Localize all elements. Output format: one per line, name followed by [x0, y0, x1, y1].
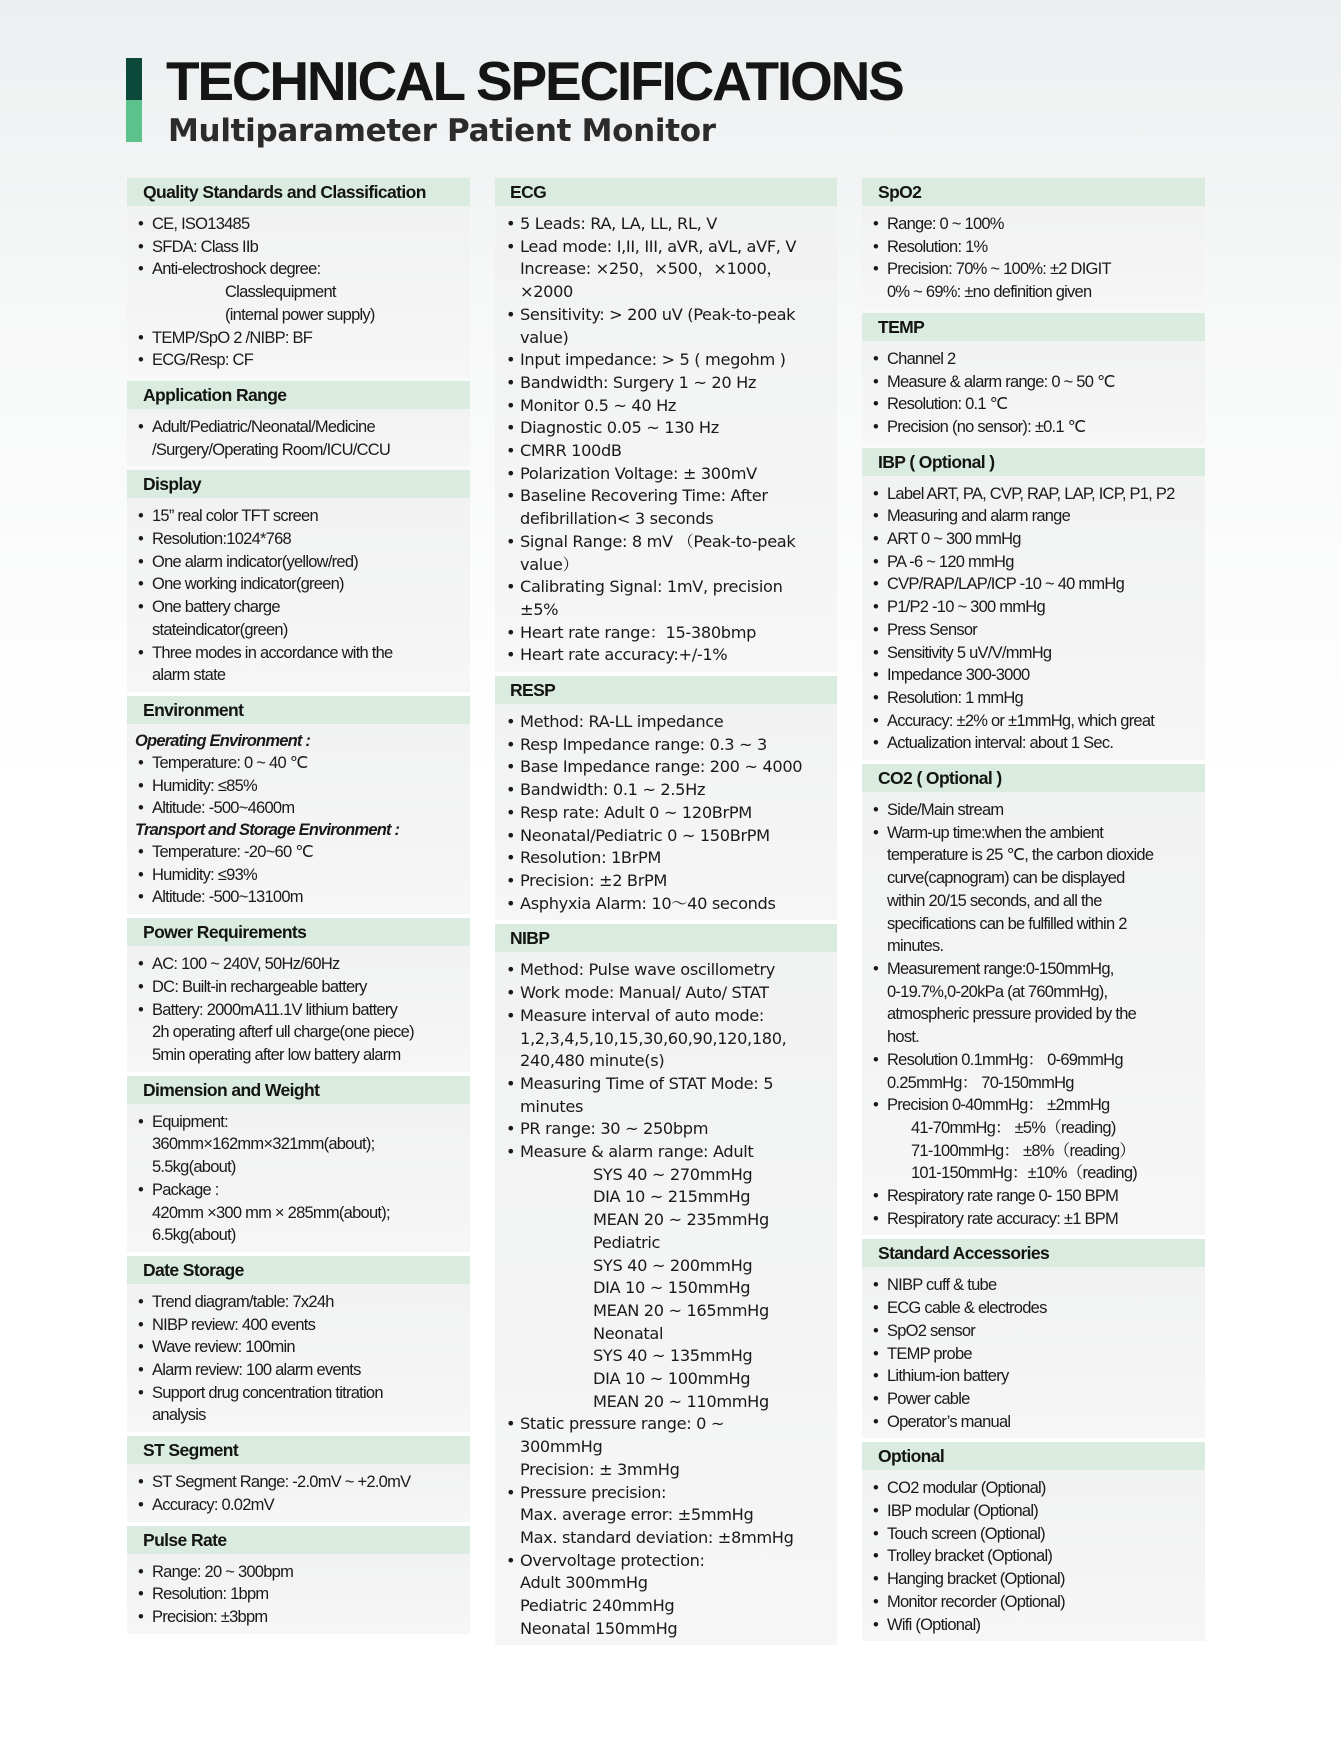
list-item-line: ×2000: [520, 282, 574, 302]
list-item-line: value): [520, 327, 569, 347]
list-item-line: • Package :: [152, 1180, 219, 1199]
list-item: • Alarm review: 100 alarm events: [137, 1359, 466, 1382]
list-item-line: • Anti-electroshock degree:: [152, 260, 321, 279]
list-item-line: Pediatric 240mmHg: [520, 1596, 675, 1616]
list-item-line: • Support drug concentration titration: [152, 1383, 383, 1402]
list-item-line: /Surgery/Operating Room/ICU/CCU: [152, 440, 391, 459]
list-item: • Side/Main stream: [872, 799, 1201, 822]
list-item: • Precision (no sensor): ±0.1 ℃: [872, 416, 1201, 439]
list-item-line: • Battery: 2000mA11.1V lithium battery: [152, 1000, 398, 1019]
list-item-line: DIA 10 ~ 100mmHg: [593, 1369, 751, 1389]
section-spo2: [862, 206, 1205, 309]
list-item: • CMRR 100dB: [505, 440, 833, 463]
list-item: • Resolution: 1BrPM: [505, 847, 833, 870]
list-item: • One working indicator(green): [137, 573, 466, 596]
list-item: • Heart rate range：15-380bmp: [505, 622, 833, 645]
list-item: • ART 0 ~ 300 mmHg: [872, 528, 1201, 551]
accent-dark: [126, 58, 142, 100]
section-title-ecg: ECG: [495, 178, 837, 206]
list-item: • Diagnostic 0.05 ~ 130 Hz: [505, 417, 833, 440]
list-item: • SFDA: Class IIb: [137, 236, 466, 259]
list-item: [505, 304, 833, 349]
transport-env-heading: Transport and Storage Environment :: [135, 821, 400, 840]
list-item: • Power cable: [872, 1388, 1201, 1411]
list-item: • Label ART, PA, CVP, RAP, LAP, ICP, P1, P2: [872, 483, 1201, 506]
list-item-line: minutes.: [887, 937, 944, 956]
list-item: [505, 1413, 833, 1481]
list-item: • Humidity: ≤93%: [137, 864, 466, 887]
column-left: [127, 178, 470, 1638]
list-item-line: • Measurement range:0-150mmHg,: [887, 959, 1114, 978]
list-item-line: 71-100mmHg： ±8%（reading）: [911, 1141, 1135, 1160]
list-item-line: • Overvoltage protection:: [520, 1550, 705, 1570]
list-item: [872, 822, 1201, 958]
list-item: • PR range: 30 ~ 250bpm: [505, 1118, 833, 1141]
list-item: • Monitor 0.5 ~ 40 Hz: [505, 395, 833, 418]
list-item: [505, 1482, 833, 1550]
list-item-line: • Sensitivity: > 200 uV (Peak-to-peak: [520, 304, 796, 324]
list-item-line: Adult 300mmHg: [520, 1573, 648, 1593]
list-item: • ECG cable & electrodes: [872, 1297, 1201, 1320]
list-item: • Asphyxia Alarm: 10～40 seconds: [505, 893, 833, 916]
list-item-line: stateindicator(green): [152, 620, 288, 639]
list-item-line: SYS 40 ~ 135mmHg: [593, 1346, 753, 1366]
section-title-dimension: Dimension and Weight: [127, 1076, 470, 1104]
list-item: [505, 485, 833, 530]
list-item-line: • Measuring Time of STAT Mode: 5: [520, 1073, 774, 1093]
list-item-line: • Static pressure range: 0 ~: [520, 1414, 725, 1434]
list-item: • Bandwidth: Surgery 1 ~ 20 Hz: [505, 372, 833, 395]
list-item-line: • Signal Range: 8 mV （Peak-to-peak: [520, 531, 796, 551]
list-item-line: DIA 10 ~ 215mmHg: [593, 1187, 751, 1207]
page-subtitle: Multiparameter Patient Monitor: [168, 113, 716, 149]
list-item: • CO2 modular (Optional): [872, 1477, 1201, 1500]
list-item: [505, 1073, 833, 1118]
list-item: • CVP/RAP/LAP/ICP -10 ~ 40 mmHg: [872, 573, 1201, 596]
list-item: • Wave review: 100min: [137, 1336, 466, 1359]
list-item: [872, 1049, 1201, 1094]
section-title-ibp: IBP ( Optional ): [862, 448, 1205, 476]
list-item-line: • Baseline Recovering Time: After: [520, 486, 768, 506]
list-item: • Wifi (Optional): [872, 1614, 1201, 1637]
list-item-line: 1,2,3,4,5,10,15,30,60,90,120,180,: [520, 1028, 787, 1048]
section-title-accessories: Standard Accessories: [862, 1239, 1205, 1267]
list-item: • One alarm indicator(yellow/red): [137, 551, 466, 574]
list-item: • Accuracy: 0.02mV: [137, 1494, 466, 1517]
section-title-co2: CO2 ( Optional ): [862, 764, 1205, 792]
list-item: • PA -6 ~ 120 mmHg: [872, 551, 1201, 574]
list-item: [872, 958, 1201, 1049]
section-storage: [127, 1284, 470, 1432]
list-item: • 5 Leads: RA, LA, LL, RL, V: [505, 213, 833, 236]
list-item-line: DIA 10 ~ 150mmHg: [593, 1278, 751, 1298]
operating-env-heading: Operating Environment :: [135, 731, 311, 750]
list-item: • Resolution: 1bpm: [137, 1583, 466, 1606]
list-item-line: Precision: ± 3mmHg: [520, 1459, 680, 1479]
section-power: [127, 946, 470, 1072]
list-item: • Precision: ±3bpm: [137, 1606, 466, 1629]
list-item-line: Increase: ×250，×500，×1000，: [520, 259, 783, 279]
section-temp: [862, 341, 1205, 444]
list-item-line: MEAN 20 ~ 110mmHg: [593, 1391, 769, 1411]
list-item-line: Max. average error: ±5mmHg: [520, 1505, 754, 1525]
section-accessories: [862, 1267, 1205, 1438]
list-item: • Lithium-ion battery: [872, 1365, 1201, 1388]
list-item: [137, 1382, 466, 1427]
list-item: [137, 258, 466, 326]
list-item: • Precision: ±2 BrPM: [505, 870, 833, 893]
list-item: • Humidity: ≤85%: [137, 775, 466, 798]
list-item-line: 0.25mmHg： 70-150mmHg: [887, 1073, 1074, 1092]
list-item-line: (internal power supply): [225, 305, 375, 324]
section-resp: [495, 704, 837, 920]
section-title-st: ST Segment: [127, 1436, 470, 1464]
list-item: • Heart rate accuracy:+/-1%: [505, 644, 833, 667]
list-item: • Work mode: Manual/ Auto/ STAT: [505, 982, 833, 1005]
section-title-environment: Environment: [127, 696, 470, 724]
section-title-power: Power Requirements: [127, 918, 470, 946]
section-display: [127, 498, 470, 692]
list-item: • Resp rate: Adult 0 ~ 120BrPM: [505, 802, 833, 825]
list-item-line: SYS 40 ~ 270mmHg: [593, 1164, 753, 1184]
list-item: • Altitude: -500~13100m: [137, 886, 466, 909]
list-item-line: • Resolution 0.1mmHg： 0-69mmHg: [887, 1050, 1123, 1069]
list-item: • Temperature: 0 ~ 40 ℃: [137, 752, 466, 775]
section-dimension: [127, 1104, 470, 1252]
list-item-line: 5.5kg(about): [152, 1158, 236, 1177]
list-item: • Bandwidth: 0.1 ~ 2.5Hz: [505, 779, 833, 802]
list-item: • Hanging bracket (Optional): [872, 1568, 1201, 1591]
list-item-line: ±5%: [520, 599, 559, 619]
list-item: • Channel 2: [872, 348, 1201, 371]
list-item: • Input impedance: > 5 ( megohm ): [505, 349, 833, 372]
list-item-line: • Lead mode: I,II, III, aVR, aVL, aVF, V: [520, 236, 797, 256]
list-item-line: Neonatal 150mmHg: [520, 1618, 678, 1638]
list-item-line: • Three modes in accordance with the: [152, 643, 393, 662]
section-st: [127, 1464, 470, 1521]
list-item-line: • Measure & alarm range: Adult: [520, 1142, 754, 1162]
list-item-line: SYS 40 ~ 200mmHg: [593, 1255, 753, 1275]
section-nibp: [495, 952, 837, 1645]
list-item-line: 0-19.7%,0-20kPa (at 760mmHg),: [887, 982, 1108, 1001]
list-item: • Trend diagram/table: 7x24h: [137, 1291, 466, 1314]
section-title-resp: RESP: [495, 676, 837, 704]
section-title-display: Display: [127, 470, 470, 498]
list-item-line: 5min operating after low battery alarm: [152, 1045, 401, 1064]
list-item-line: • Precision: 70% ~ 100%: ±2 DIGIT: [887, 260, 1111, 279]
list-item: • Method: RA-LL impedance: [505, 711, 833, 734]
list-item-line: • Adult/Pediatric/Neonatal/Medicine: [152, 417, 375, 436]
column-right: [862, 178, 1205, 1645]
list-item: • AC: 100 ~ 240V, 50Hz/60Hz: [137, 953, 466, 976]
list-item: [137, 1111, 466, 1179]
list-item: • Resolution: 0.1 ℃: [872, 393, 1201, 416]
list-item-line: 240,480 minute(s): [520, 1051, 665, 1071]
section-quality: [127, 206, 470, 377]
list-item: • Resolution:1024*768: [137, 528, 466, 551]
section-ecg: [495, 206, 837, 672]
list-item: • Actualization interval: about 1 Sec.: [872, 732, 1201, 755]
list-item-line: temperature is 25 ℃, the carbon dioxide: [887, 846, 1154, 865]
column-middle: [495, 178, 837, 1649]
list-item: • Polarization Voltage: ± 300mV: [505, 463, 833, 486]
list-item: • Measuring and alarm range: [872, 505, 1201, 528]
list-item-line: alarm state: [152, 666, 226, 685]
list-item: [872, 1094, 1201, 1185]
section-environment: [127, 724, 470, 914]
section-title-temp: TEMP: [862, 313, 1205, 341]
section-title-storage: Date Storage: [127, 1256, 470, 1284]
accent-light: [126, 100, 142, 142]
list-item-line: atmospheric pressure provided by the: [887, 1005, 1137, 1024]
list-item: • SpO2 sensor: [872, 1320, 1201, 1343]
section-title-spo2: SpO2: [862, 178, 1205, 206]
list-item: [505, 1550, 833, 1641]
list-item: • Range: 20 ~ 300bpm: [137, 1561, 466, 1584]
list-item-line: Max. standard deviation: ±8mmHg: [520, 1527, 794, 1547]
section-pulse: [127, 1554, 470, 1634]
list-item-line: value）: [520, 554, 579, 574]
list-item-line: 420mm ×300 mm × 285mm(about);: [152, 1203, 390, 1222]
list-item: • Temperature: -20~60 ℃: [137, 841, 466, 864]
list-item-line: • One battery charge: [152, 598, 280, 617]
section-application: [127, 409, 470, 466]
list-item: [137, 596, 466, 641]
list-item: • Base Impedance range: 200 ~ 4000: [505, 756, 833, 779]
list-item: • DC: Built-in rechargeable battery: [137, 976, 466, 999]
list-item: • ECG/Resp: CF: [137, 349, 466, 372]
list-item: • TEMP probe: [872, 1343, 1201, 1366]
list-item: [505, 531, 833, 576]
list-item: • IBP modular (Optional): [872, 1500, 1201, 1523]
list-item: • Method: Pulse wave oscillometry: [505, 959, 833, 982]
list-item-line: 6.5kg(about): [152, 1226, 236, 1245]
section-co2: [862, 792, 1205, 1235]
list-item: • ST Segment Range: -2.0mV ~ +2.0mV: [137, 1471, 466, 1494]
section-title-optional: Optional: [862, 1442, 1205, 1470]
list-item-line: • Warm-up time:when the ambient: [887, 823, 1104, 842]
list-item: [137, 416, 466, 461]
list-item-line: • Equipment:: [152, 1112, 228, 1131]
list-item: • Impedance 300-3000: [872, 664, 1201, 687]
section-title-pulse: Pulse Rate: [127, 1526, 470, 1554]
list-item-line: curve(capnogram) can be displayed: [887, 869, 1125, 888]
list-item: • Respiratory rate accuracy: ±1 BPM: [872, 1208, 1201, 1231]
section-ibp: [862, 476, 1205, 760]
list-item: • Trolley bracket (Optional): [872, 1545, 1201, 1568]
list-item: • TEMP/SpO 2 /NIBP: BF: [137, 327, 466, 350]
list-item: • Monitor recorder (Optional): [872, 1591, 1201, 1614]
list-item: • Measure & alarm range: 0 ~ 50 ℃: [872, 371, 1201, 394]
list-item: • Resolution: 1%: [872, 236, 1201, 259]
list-item: • Respiratory rate range 0- 150 BPM: [872, 1185, 1201, 1208]
list-item-line: Classlequipment: [225, 283, 336, 302]
list-item: • Operator’s manual: [872, 1411, 1201, 1434]
list-item: • Press Sensor: [872, 619, 1201, 642]
section-optional: [862, 1470, 1205, 1641]
list-item: • P1/P2 -10 ~ 300 mmHg: [872, 596, 1201, 619]
list-item: [872, 258, 1201, 303]
list-item: • Resolution: 1 mmHg: [872, 687, 1201, 710]
page-title: TECHNICAL SPECIFICATIONS: [166, 50, 903, 112]
list-item-line: • Measure interval of auto mode:: [520, 1005, 764, 1025]
list-item-line: minutes: [520, 1096, 584, 1116]
title-accent-bar: [126, 58, 142, 142]
list-item-line: 0% ~ 69%: ±no definition given: [887, 283, 1092, 302]
list-item-line: 300mmHg: [520, 1437, 603, 1457]
list-item-line: 2h operating afterf ull charge(one piece): [152, 1023, 414, 1042]
list-item: [505, 1005, 833, 1073]
list-item: [137, 999, 466, 1067]
list-item-line: • Pressure precision:: [520, 1482, 667, 1502]
section-title-nibp: NIBP: [495, 924, 837, 952]
list-item-line: MEAN 20 ~ 235mmHg: [593, 1210, 769, 1230]
list-item: • Accuracy: ±2% or ±1mmHg, which great: [872, 710, 1201, 733]
list-item-line: Neonatal: [593, 1323, 664, 1343]
list-item-line: 101-150mmHg：±10%（reading): [911, 1164, 1138, 1183]
section-title-quality: Quality Standards and Classification: [127, 178, 470, 206]
list-item: • Neonatal/Pediatric 0 ~ 150BrPM: [505, 825, 833, 848]
list-item-line: Pediatric: [593, 1232, 661, 1252]
list-item-line: • Precision 0-40mmHg： ±2mmHg: [887, 1096, 1110, 1115]
list-item: [505, 236, 833, 304]
list-item-line: within 20/15 seconds, and all the: [887, 891, 1102, 910]
section-title-application: Application Range: [127, 381, 470, 409]
list-item: • NIBP cuff & tube: [872, 1274, 1201, 1297]
list-item: • Altitude: -500~4600m: [137, 797, 466, 820]
list-item: • Touch screen (Optional): [872, 1523, 1201, 1546]
list-item-line: host.: [887, 1028, 920, 1047]
list-item: [137, 642, 466, 687]
list-item-line: • Calibrating Signal: 1mV, precision: [520, 577, 783, 597]
list-item: [505, 1141, 833, 1413]
list-item: • Range: 0 ~ 100%: [872, 213, 1201, 236]
list-item: • Sensitivity 5 uV/V/mmHg: [872, 642, 1201, 665]
list-item: • CE, ISO13485: [137, 213, 466, 236]
list-item-line: 41-70mmHg： ±5%（reading): [911, 1118, 1116, 1137]
list-item: [137, 1179, 466, 1247]
list-item: • Resp Impedance range: 0.3 ~ 3: [505, 734, 833, 757]
list-item: • 15” real color TFT screen: [137, 505, 466, 528]
list-item: • NIBP review: 400 events: [137, 1314, 466, 1337]
list-item-line: 360mm×162mm×321mm(about);: [152, 1135, 375, 1154]
list-item: [505, 576, 833, 621]
list-item-line: specifications can be fulfilled within 2: [887, 914, 1127, 933]
list-item-line: MEAN 20 ~ 165mmHg: [593, 1300, 769, 1320]
list-item-line: defibrillation< 3 seconds: [520, 509, 714, 529]
list-item-line: analysis: [152, 1406, 206, 1425]
